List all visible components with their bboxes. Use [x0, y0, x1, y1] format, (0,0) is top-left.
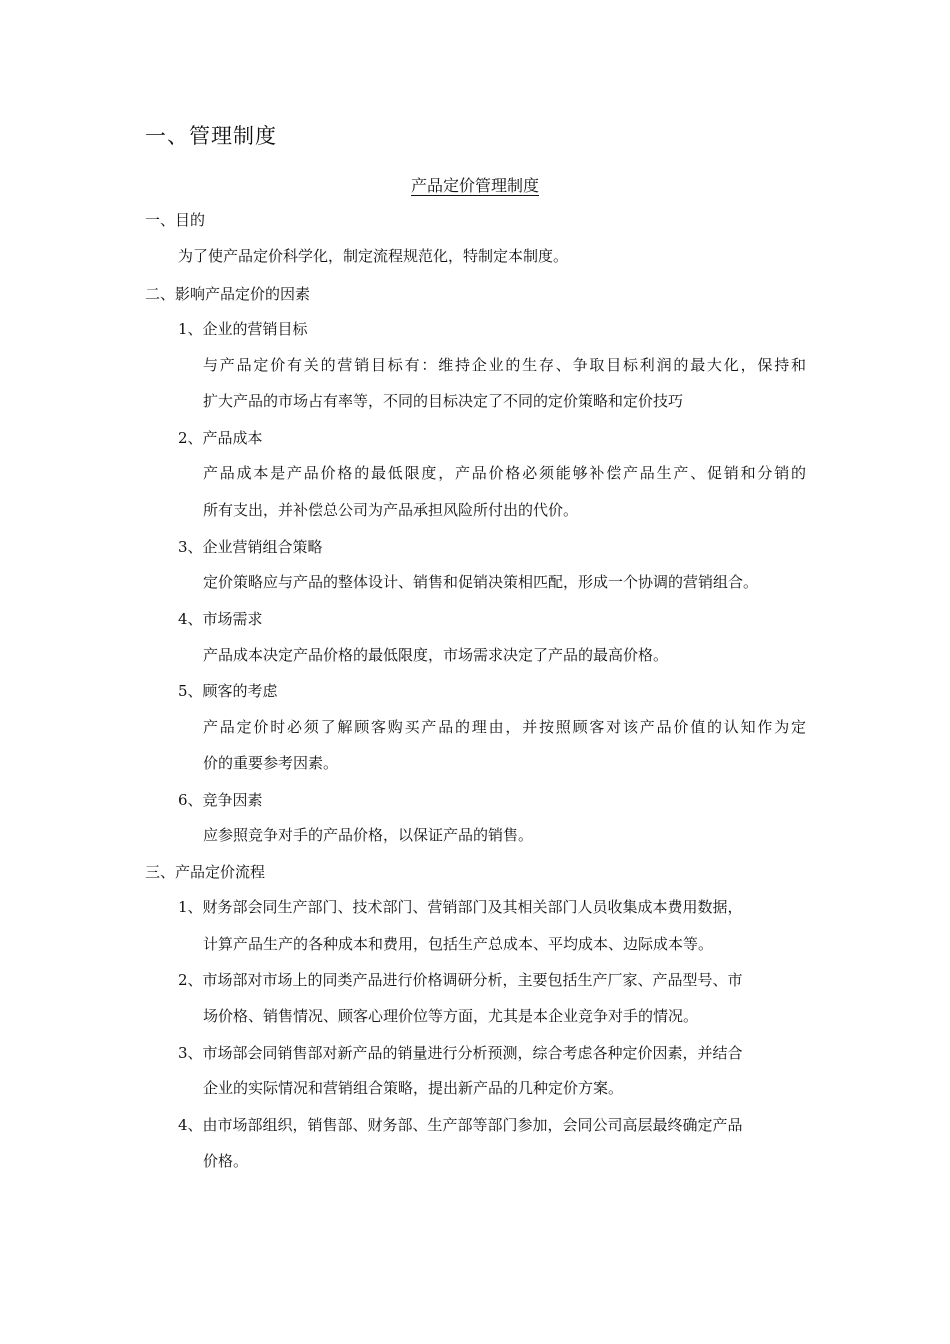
factor-text-line: 定价策略应与产品的整体设计、销售和促销决策相匹配，形成一个协调的营销组合。 — [203, 573, 759, 591]
factor-label-marketing-mix: 3、企业营销组合策略 — [178, 538, 323, 556]
section-heading-process: 三、产品定价流程 — [145, 863, 266, 881]
factor-text-line: 产品成本决定产品价格的最低限度，市场需求决定了产品的最高价格。 — [203, 646, 669, 664]
process-step-line: 场价格、销售情况、顾客心理价位等方面，尤其是本企业竞争对手的情况。 — [203, 1007, 699, 1025]
factor-text-line: 产品成本是产品价格的最低限度，产品价格必须能够补偿产品生产、促销和分销的 — [203, 464, 806, 482]
process-step-line: 3、市场部会同销售部对新产品的销量进行分析预测，综合考虑各种定价因素，并结合 — [178, 1044, 743, 1062]
process-step-line: 2、市场部对市场上的同类产品进行价格调研分析，主要包括生产厂家、产品型号、市 — [178, 971, 743, 989]
factor-label-market-demand: 4、市场需求 — [178, 610, 263, 628]
document-title-text: 产品定价管理制度 — [410, 176, 539, 195]
factor-label-product-cost: 2、产品成本 — [178, 429, 263, 447]
factor-text-line: 与产品定价有关的营销目标有：维持企业的生存、争取目标利润的最大化，保持和 — [203, 356, 806, 374]
factor-label-competition: 6、竞争因素 — [178, 791, 263, 809]
chapter-heading: 一、管理制度 — [145, 124, 277, 148]
process-step-line: 企业的实际情况和营销组合策略，提出新产品的几种定价方案。 — [203, 1079, 624, 1097]
process-step-line: 价格。 — [203, 1152, 249, 1170]
process-step-line: 4、由市场部组织，销售部、财务部、生产部等部门参加，会同公司高层最终确定产品 — [178, 1116, 743, 1134]
section-heading-purpose: 一、目的 — [145, 211, 206, 229]
process-step-line: 计算产品生产的各种成本和费用，包括生产总成本、平均成本、边际成本等。 — [203, 935, 714, 953]
factor-label-marketing-goal: 1、企业的营销目标 — [178, 320, 308, 338]
factor-label-customer: 5、顾客的考虑 — [178, 682, 278, 700]
section-heading-factors: 二、影响产品定价的因素 — [145, 285, 311, 303]
factor-text-line: 应参照竞争对手的产品价格，以保证产品的销售。 — [203, 826, 534, 844]
factor-text-line: 价的重要参考因素。 — [203, 754, 339, 772]
factor-text-line: 所有支出，并补偿总公司为产品承担风险所付出的代价。 — [203, 501, 579, 519]
factor-text-line: 产品定价时必须了解顾客购买产品的理由，并按照顾客对该产品价值的认知作为定 — [203, 718, 806, 736]
section-body-purpose: 为了使产品定价科学化，制定流程规范化，特制定本制度。 — [178, 247, 569, 265]
factor-text-line: 扩大产品的市场占有率等，不同的目标决定了不同的定价策略和定价技巧 — [203, 392, 684, 410]
process-step-line: 1、财务部会同生产部门、技术部门、营销部门及其相关部门人员收集成本费用数据， — [178, 898, 743, 916]
document-title — [0, 173, 950, 196]
